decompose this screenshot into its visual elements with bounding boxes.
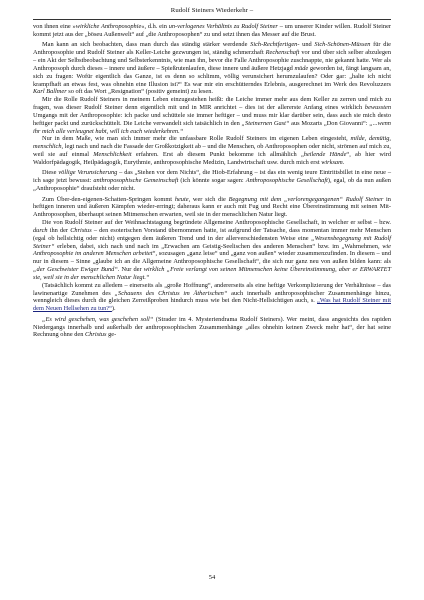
page-number: 54 [208,574,216,581]
paragraph-3: Mir die Rolle Rudolf Steiners in meinem Leben einzugestehen heißt: die Leiche immer mehr aus dem Keller zu zerren und mich zu fragen, was dieser Rudolf Steiner denn eigentlich mit und in MIR anrichtet – dies ist der allererste Anfang eines wirklich bewussten Umgangs mit der Anthroposophie: ich packe und schüttele sie immer heftiger – und muss mir klar darüber sein, dass auch sie mich desto heftiger packt und zurückschüttelt. Die Leiche verwandelt sich tatsächlich in den „Steinernen Gast“ aus Mozarts „Don Giovanni“: „...wenn ihr mich alle verleugnet habt, will ich euch wiederkehren.“ [33,96,391,135]
body-text [33,23,391,339]
paragraph-2: Man kann an sich beobachten, dass man durch das ständig stärker werdende Sich-Rechtfertigen- und Sich-Schönen-Müssen für die Anthroposophie und Rudolf Steiner als Keller-Leiche gezwungen ist, ständig schmerzhaft Rechenschaft vor und über sich selber abzulegen – ein Akt der Selbstbeobachtung und Selbsterkenntnis, wie man ihn, bevor die Falle Anthroposophie zuschnappte, nie gekannt hatte. Wer als Anthroposoph durch dieses – innere und äußere – Spießrutenlaufen, diese innere und äußere Hetzjagd müde geworden ist, fängt langsam an, sich zu fragen: Wofür eigentlich das Ganze, ist es denn so schlimm, völlig verunsichert herumzulaufen? Oder gar: „halte ich nicht krampfhaft an etwas fest, was ohnehin eine Illusion ist?“ Es war mir ein erschütterndes Erlebnis, ausgerechnet im Werk des Revoluzzers Karl Ballmer so oft das Wort „Resignation“ (positiv gemeint) zu lesen. [33,41,392,96]
header-rule [33,19,391,20]
paragraph-5: Diese völlige Verunsicherung – das „Stehen vor dem Nichts“, die Hiob-Erfahrung – ist das ein wenig teure Eintrittsbillet in eine neue – ich sage jetzt bewusst: anthroposophische Gemeinschaft (ich könnte sogar sagen: Anthroposophische Gesellschaft), egal, ob da nun außen „Anthroposophie“ draufsteht oder nicht. [33,169,391,193]
paragraph-8: (Tatsächlich kommt zu alledem – einerseits als „große Hoffnung“, andererseits als eine heftige Verkomplizierung der Verhältnisse – das lawinenartige Zunehmen des „Schauens des Christus im Ätherischen“ auch innerhalb anthroposophischer Zusammenhänge hinzu, wenngleich dieses durch die gleichen Zerreißproben hindurch muss wie bei den Nicht-Hellsichtigen auch, s. „Was hat Rudolf Steiner mit dem Neuen Hellsehen zu tun?“). [33,281,391,313]
running-header: Rudolf Steiners Wiederkehr – [170,7,254,14]
paragraph-4: Nur in dem Maße, wie man sich immer mehr die unfassbare Rolle Rudolf Steiners im eigenen Leben eingesteht, milde, demütig, menschlich, legt nach und nach die Fassade der Großkotzigkeit ab – und die Menschen, ob Anthroposophen oder nicht, strömen auf mich zu, weil sie auf einmal Menschlichkeit erfahren. Erst ab diesem Punkt bekomme ich allmählich „heilende Hände“, ab hier wird Waldorfpädagogik, Heilpädagogik, Eurythmie, anthroposophische Medizin, Landwirtschaft usw. durch mich erst wirksam. [33,135,391,166]
paragraph-9: „Es wird geschehen, was geschehen soll“ (Strader im 4. Mysteriendrama Rudolf Steiners). Wer meint, dass angesichts des rapiden Niedergangs innerhalb und außerhalb der anthroposophischen Zusammenhänge „alles ohnehin keinen Zweck mehr hat“, der hat seine Rechnung ohne den Christus ge- [33,315,391,339]
paragraph-6: Zum Über-den-eigenen-Schatten-Springen kommt heute, wer sich die Begegnung mit dem „verlorengegangenen“ Rudolf Steiner in heftigen inneren und äußeren Kämpfen wieder-erringt; daheraus kann er auch mit Fug und Recht eine Übereinstimmung mit seinen Mit-Anthroposophen, überhaupt seinen Mitmenschen erwarten, weil sie in der menschlichen Natur liegt. [33,195,391,219]
reference-link[interactable]: „Was hat Rudolf Steiner mit dem Neuen Hellsehen zu tun?“ [33,297,391,313]
paragraph-1: von ihnen eine »wirkliche Anthroposophie«, d.h. ein un-verlogenes Verhältnis zu Rudolf Steiner – um unserer Kinder willen. Rudolf Steiner kommt jetzt aus der „böseu Außenwelt“ auf „die Anthroposophen“ zu und setzt ihnen das Messer auf die Brust. [33,23,392,38]
paragraph-7: Die von Rudolf Steiner auf der Weihnachtstagung begründete Allgemeine Anthroposophische Gesellschaft, in welcher er selbst – bzw. durch ihn der Christus – den esoterischen Vorstand übernommen hatte, ist aufgrund der Tatsache, dass momentan immer mehr Menschen (egal ob hellsichtig oder nicht) entgegen dem äußeren Trend und in der allerverschiedensten Weise eine „Wesensbegegnung mit Rudolf Steiner“ erleben, dabei, sich nach und nach im „Erwachen am Geistig-Seelischen des anderen Menschen“ bzw. im „Wahrnehmen, wie Anthroposophie im anderen Menschen arbeitet“, sozusagen „ganz leise“ und „ganz von außen“ wieder zusammenzufinden. In diesem – und nur in diesem – Sinne „glaube ich an die Allgemeine Anthroposophische Gesellschaft“, die sich nur ganz neu von außen bilden kann: als „der Geschwister Ewiger Bund“. Nur der wirklich „Freie verlangt von seinen Mitmenschen keine Übereinstimmung, aber er ERWARTET sie, weil sie in der menschlichen Natur liegt.“ [33,219,392,281]
